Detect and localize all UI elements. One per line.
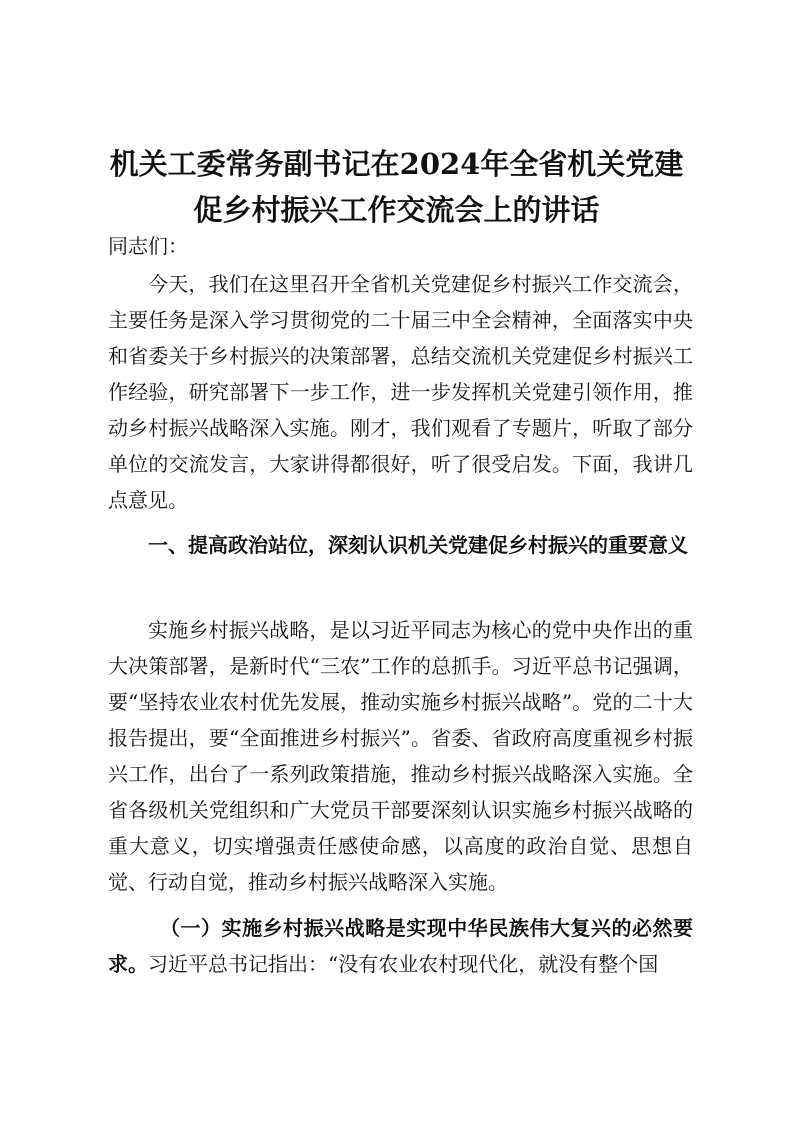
- document-title-line-1: 机关工委常务副书记在2024年全省机关党建: [109, 147, 684, 181]
- section-heading-1: 一、提高政治站位，深刻认识机关党建促乡村振兴的重要意义: [148, 533, 688, 557]
- opening-paragraph: 今天，我们在这里召开全省机关党建促乡村振兴工作交流会，主要任务是深入学习贯彻党的二十届三中全会精神，全面落实中央和省委关于乡村振兴的决策部署，总结交流机关党建促乡村振兴工作经验，研究部署下一步工作，进一步发挥机关党建引领作用，推动乡村振兴战略深入实施。刚才，我们观看了专题片，听取了部分单位的交流发言，大家讲得都很好，听了很受启发。下面，我讲几点意见。: [108, 272, 693, 512]
- salutation: 同志们：: [108, 234, 188, 258]
- subsection-1-text: 习近平总书记指出：“没有农业农村现代化，就没有整个国: [148, 952, 659, 976]
- subsection-heading-1: （一）实施乡村振兴战略是实现中华民族伟大复兴的必然要求。: [108, 916, 693, 976]
- section-1-paragraph: 实施乡村振兴战略，是以习近平同志为核心的党中央作出的重大决策部署，是新时代“三农”工作的总抓手。习近平总书记强调，要“坚持农业农村优先发展，推动实施乡村振兴战略”。党的二十大报告提出，要“全面推进乡村振兴”。省委、省政府高度重视乡村振兴工作，出台了一系列政策措施，推动乡村振兴战略深入实施。全省各级机关党组织和广大党员干部要深刻认识实施乡村振兴战略的重大意义，切实增强责任感使命感，以高度的政治自觉、思想自觉、行动自觉，推动乡村振兴战略深入实施。: [108, 618, 693, 894]
- subsection-1-paragraph: [108, 910, 693, 982]
- document-title-line-2: 促乡村振兴工作交流会上的讲话: [193, 193, 600, 227]
